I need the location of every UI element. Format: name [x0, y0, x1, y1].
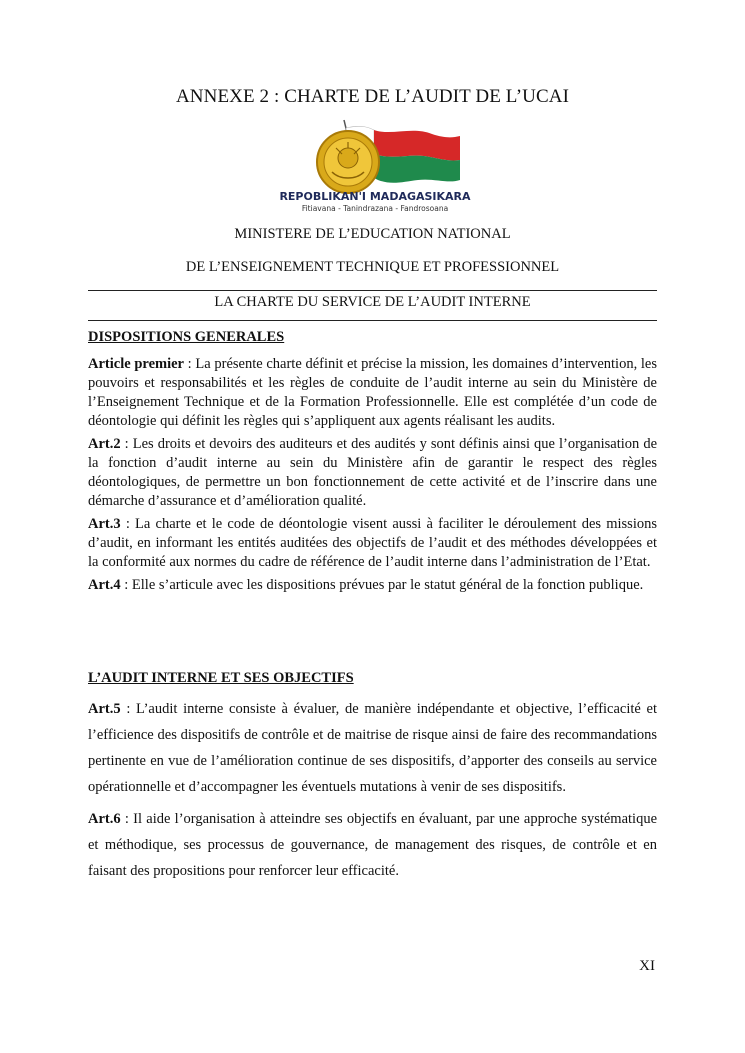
madagascar-emblem-logo — [262, 118, 488, 214]
article-label: Art.6 — [88, 811, 121, 827]
article-text: La charte et le code de déontologie visent aussi à faciliter le déroulement des missions d’audit, en informant les entités auditées des objectifs de l’audit et des méthodes développées et la conformité aux normes du cadre de référence de l’audit interne dans l’administration de l’Etat. — [88, 516, 657, 570]
article-label: Art.5 — [88, 701, 121, 717]
article-label: Art.3 — [88, 516, 121, 532]
article-separator: : — [120, 516, 136, 532]
logo-motto-text: Fitiavana - Tanindrazana - Fandrosoana — [301, 204, 449, 213]
article-5 — [88, 696, 657, 800]
article-3 — [88, 515, 657, 572]
article-separator: : — [120, 436, 133, 452]
article-separator: : — [184, 356, 196, 372]
article-label: Article premier — [88, 356, 184, 372]
article-4 — [88, 576, 657, 595]
ministry-name-line1: MINISTERE DE L’EDUCATION NATIONAL — [234, 226, 511, 242]
ministry-name-line2: DE L’ENSEIGNEMENT TECHNIQUE ET PROFESSIONNEL — [185, 259, 560, 275]
article-separator: : — [120, 577, 132, 593]
article-2 — [88, 435, 657, 511]
section-heading: L’AUDIT INTERNE ET SES OBJECTIFS — [88, 670, 354, 686]
section-general-provisions — [88, 329, 657, 595]
article-text: Elle s’articule avec les dispositions prévues par le statut général de la fonction publique. — [131, 577, 644, 593]
bottom-divider — [88, 320, 657, 321]
section-heading: DISPOSITIONS GENERALES — [88, 329, 285, 345]
article-6 — [88, 806, 657, 884]
section-internal-audit-objectives — [88, 670, 657, 884]
charter-title: LA CHARTE DU SERVICE DE L’AUDIT INTERNE — [214, 294, 531, 310]
article-premier — [88, 355, 657, 431]
article-label: Art.2 — [88, 436, 121, 452]
article-text: Il aide l’organisation à atteindre ses objectifs en évaluant, par une approche systématique et méthodique, ses processus de gouvernance, de management des risques, de contrôle et en faisant des propositions pour renforcer leur efficacité. — [88, 811, 658, 879]
article-separator: : — [120, 701, 137, 717]
annex-title: ANNEXE 2 : CHARTE DE L’AUDIT DE L’UCAI — [175, 86, 569, 107]
article-text: La présente charte définit et précise la mission, les domaines d’intervention, les pouvoirs et responsabilités et les règles de conduite de l’audit interne au sein du Ministère de l’Enseignement Technique et de la Formation Professionnelle. Elle est complétée d’un code de déontologie qui définit les règles qui s’appliquent aux agents réalisant les audits. — [88, 356, 657, 429]
article-separator: : — [120, 811, 134, 827]
top-divider — [88, 290, 657, 291]
logo-banner-text: REPOBLIKAN'I MADAGASIKARA — [279, 190, 471, 203]
page-number: XI — [639, 958, 655, 974]
article-text: Les droits et devoirs des auditeurs et des audités y sont définis ainsi que l’organisation de la fonction d’audit interne au sein du Ministère afin de garantir le respect des règles déontologiques, de permettre un bon fonctionnement de cette activité et de l’inscrire dans une démarche d’assurance et d’amélioration qualité. — [88, 436, 658, 509]
article-text: L’audit interne consiste à évaluer, de manière indépendante et objective, l’efficacité et l’efficience des dispositifs de contrôle et de maitrise de risque ainsi de faire des recommandations pertinente en vue de l’amélioration continue de ses dispositifs, d’apporter des conseils au service opérationnelle et d’accompagner les éventuels mutations à venir de ses dispositifs. — [88, 701, 658, 795]
article-label: Art.4 — [88, 577, 121, 593]
